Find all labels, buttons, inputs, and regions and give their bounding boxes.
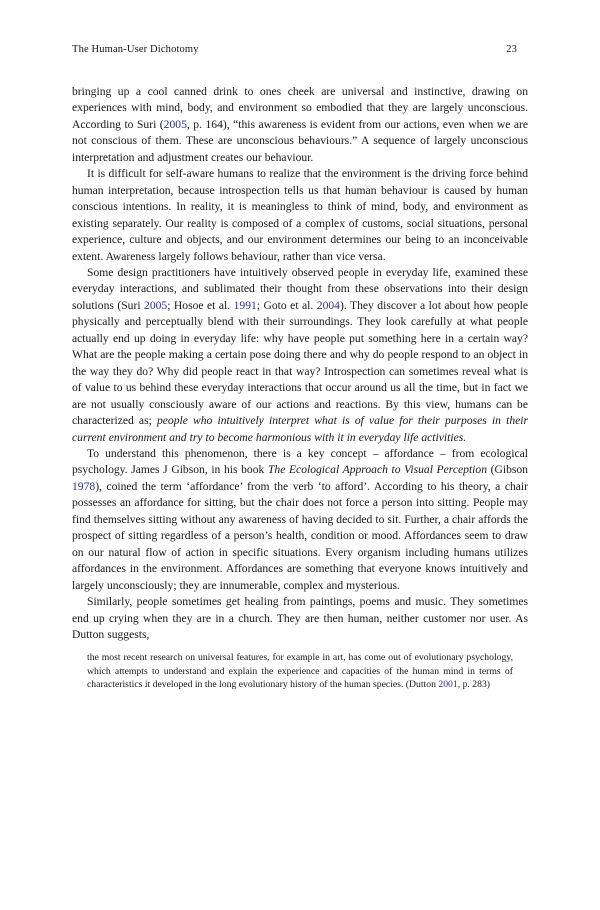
- page-number: 23: [506, 44, 517, 55]
- citation-link-dutton-2001[interactable]: 2001: [438, 678, 458, 690]
- paragraph-1: [72, 84, 528, 166]
- block-quote-segment-1: the most recent research on universal features, for example in art, has come out of evolutionary psychology, which attempts to understand and explain the experience and capacities of the human mind in terms of characteristics it developed in the long evolutionary history of the human species. (Dutton: [87, 652, 513, 690]
- citation-link-goto-2004[interactable]: 2004: [316, 298, 340, 312]
- paragraph-3-segment-2: ; Hosoe et al.: [167, 298, 234, 312]
- paragraph-3: [72, 265, 528, 446]
- paragraph-3-italic-definition: people who intuitively interpret what is of value for their purposes in their current environment and try to become harmonious with it in everyday life activities.: [72, 414, 529, 444]
- citation-link-suri-2005[interactable]: 2005: [163, 117, 187, 131]
- paragraph-4-segment-3: ), coined the term ‘affordance’ from the verb ‘to afford’. According to his theory, a chair possesses an affordance for sitting, but the chair does not force a person into sitting. People may find themselves sitting without any awareness of having decided to sit. Further, a chair affords the prospect of sitting regardless of a person’s health, condition or mood. Affordances seem to draw on our natural flow of action in specific situations. Every organism including humans utilizes affordances in the environment. Affordances are something that everyone knows intuitively and largely unconsciously; they are innumerable, complex and mysterious.: [72, 479, 528, 592]
- paragraph-5: Similarly, people sometimes get healing from paintings, poems and music. They sometimes end up crying when they are in a church. They are then human, neither customer nor user. As Dutton suggests,: [72, 595, 528, 641]
- body-text-column: [72, 84, 528, 691]
- block-quote-segment-2: , p. 283): [457, 678, 491, 690]
- paragraph-2: It is difficult for self-aware humans to realize that the environment is the driving force behind human interpretation, because introspection tells us that human behaviour is caused by human conscious intentions. In reality, it is meaningless to think of mind, body, and environment as existing separately. Our reality is composed of a complex of customs, social situations, personal experience, culture and objects, and our environment determines our being to an inconceivable extent. Awareness largely follows behaviour, rather than vice versa.: [72, 167, 528, 263]
- citation-link-suri-2005-b[interactable]: 2005: [144, 298, 168, 312]
- running-head: [72, 44, 528, 60]
- paragraph-1-text-before-citation: bringing up a cool canned drink to ones cheek are universal and instinctive, drawing on experiences with mind, body, and environment so embodied that they are largely unconscious. According to Suri (: [72, 85, 528, 131]
- book-title-italic: The Ecological Approach to Visual Perception: [267, 463, 487, 477]
- block-quote-dutton: [87, 651, 513, 691]
- paragraph-3-segment-3: ; Goto et al.: [256, 298, 317, 312]
- paragraph-4-segment-2: (Gibson: [487, 463, 528, 477]
- paragraph-3-segment-4: ). They discover a lot about how people physically and perceptually blend with their surroundings. They look carefully at what people actually end up doing in everyday life: why have people put something here in a certain way? What are the people making a certain pose doing there and why do people respond to an object in the way they do? Why did people react in that way? Introspection can sometimes reveal what is of value to us behind these everyday interactions that occur around us all the time, but in fact we are not usually consciously aware of our actions and reactions. By this view, humans can be characterized as;: [72, 298, 528, 428]
- paragraph-4-segment-1: To understand this phenomenon, there is a key concept – affordance – from ecological psychology. James J Gibson, in his book: [72, 446, 528, 477]
- paragraph-4: [72, 446, 528, 594]
- paragraph-1-text-after-citation: , p. 164), “this awareness is evident from our actions, even when we are not conscious of them. These are unconscious behaviours.” A sequence of largely unconscious interpretation and adjustment creates our behaviour.: [72, 117, 528, 164]
- paragraph-3-segment-1: Some design practitioners have intuitively observed people in everyday life, examined these everyday interactions, and sublimated their thought from these observations into their design solutions (Suri: [72, 265, 528, 312]
- citation-link-hosoe-1991[interactable]: 1991: [233, 298, 257, 312]
- citation-link-gibson-1978[interactable]: 1978: [72, 479, 96, 493]
- running-head-title: The Human-User Dichotomy: [72, 44, 199, 55]
